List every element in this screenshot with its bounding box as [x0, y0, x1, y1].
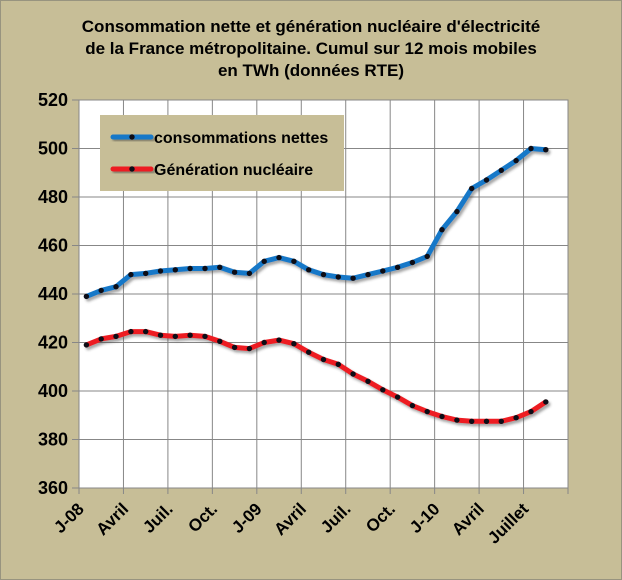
x-axis-label: Avril: [92, 499, 133, 540]
data-point-marker: [528, 409, 533, 414]
data-point-marker: [425, 254, 430, 259]
data-point-marker: [484, 177, 489, 182]
data-point-marker: [128, 272, 133, 277]
data-point-marker: [439, 414, 444, 419]
data-point-marker: [232, 270, 237, 275]
data-point-marker: [336, 274, 341, 279]
legend-marker-sample: [129, 134, 134, 139]
data-point-marker: [113, 334, 118, 339]
x-axis-label: J-10: [405, 499, 444, 537]
data-point-marker: [158, 268, 163, 273]
y-axis-label: 360: [37, 478, 68, 498]
x-axis-label: Juillet: [484, 499, 533, 548]
data-point-marker: [306, 350, 311, 355]
legend-sample: [113, 166, 151, 171]
data-point-marker: [173, 267, 178, 272]
data-point-marker: [84, 342, 89, 347]
data-point-marker: [173, 334, 178, 339]
data-point-marker: [410, 260, 415, 265]
data-point-marker: [513, 415, 518, 420]
data-point-marker: [454, 209, 459, 214]
data-point-marker: [469, 186, 474, 191]
data-point-marker: [484, 419, 489, 424]
data-point-marker: [291, 259, 296, 264]
title-line-1: Consommation nette et génération nucléaire d'électricité: [81, 17, 541, 36]
x-axis-label: Avril: [448, 499, 488, 540]
data-point-marker: [543, 147, 548, 152]
data-point-marker: [410, 403, 415, 408]
data-point-marker: [350, 371, 355, 376]
x-axis-label: Juil.: [317, 499, 355, 537]
y-axis-label: 500: [37, 138, 68, 159]
data-point-marker: [425, 409, 430, 414]
data-point-marker: [187, 333, 192, 338]
title-line-3: en TWh (données RTE): [217, 61, 405, 80]
data-point-marker: [365, 379, 370, 384]
data-point-marker: [99, 336, 104, 341]
legend-label: consommations nettes: [154, 130, 329, 147]
data-point-marker: [276, 255, 281, 260]
data-point-marker: [247, 271, 252, 276]
data-point-marker: [528, 146, 533, 151]
y-axis-label: 480: [37, 187, 68, 207]
data-point-marker: [99, 288, 104, 293]
data-point-marker: [291, 341, 296, 346]
data-point-marker: [187, 266, 192, 271]
data-point-marker: [380, 387, 385, 392]
data-point-marker: [380, 268, 385, 273]
x-axis-label: Juil.: [139, 499, 177, 537]
y-axis-label: 400: [37, 381, 68, 401]
data-point-marker: [113, 284, 118, 289]
chart-title: [82, 17, 540, 80]
legend-marker-sample: [129, 166, 134, 171]
data-point-marker: [143, 329, 148, 334]
data-point-marker: [499, 168, 504, 173]
x-axis-label: Oct.: [362, 499, 400, 537]
data-point-marker: [454, 417, 459, 422]
data-point-marker: [321, 272, 326, 277]
data-point-marker: [202, 334, 207, 339]
chart-canvas: [1, 1, 621, 579]
data-point-marker: [350, 276, 355, 281]
data-point-marker: [395, 265, 400, 270]
y-axis-label: 380: [37, 429, 68, 450]
y-axis-label: 440: [37, 284, 68, 304]
data-point-marker: [336, 362, 341, 367]
data-point-marker: [276, 337, 281, 342]
data-point-marker: [469, 419, 474, 424]
data-point-marker: [232, 345, 237, 350]
data-point-marker: [247, 346, 252, 351]
legend-group: [100, 115, 344, 191]
data-point-marker: [128, 329, 133, 334]
x-axis-label: Avril: [270, 499, 311, 540]
x-axis-label: J-08: [50, 499, 88, 537]
data-point-marker: [513, 158, 518, 163]
y-axis-label: 460: [37, 235, 68, 256]
data-point-marker: [439, 227, 444, 232]
legend-label: Génération nucléaire: [154, 162, 314, 179]
data-point-marker: [395, 394, 400, 399]
data-point-marker: [217, 339, 222, 344]
legend-box: [100, 115, 344, 191]
x-axis-label: Oct.: [184, 499, 222, 537]
legend-sample: [113, 134, 151, 139]
data-point-marker: [321, 357, 326, 362]
data-point-marker: [365, 272, 370, 277]
data-point-marker: [262, 340, 267, 345]
y-axis-label: 520: [37, 90, 68, 110]
data-point-marker: [217, 265, 222, 270]
data-point-marker: [543, 399, 548, 404]
y-axis-label: 420: [37, 332, 68, 353]
data-point-marker: [262, 259, 267, 264]
data-point-marker: [306, 267, 311, 272]
title-line-2: de la France métropolitaine. Cumul sur 12 mois mobiles: [85, 39, 537, 58]
x-axis-label: J-09: [228, 499, 266, 537]
data-point-marker: [84, 294, 89, 299]
data-point-marker: [143, 271, 148, 276]
data-point-marker: [158, 333, 163, 338]
data-point-marker: [499, 419, 504, 424]
data-point-marker: [202, 266, 207, 271]
